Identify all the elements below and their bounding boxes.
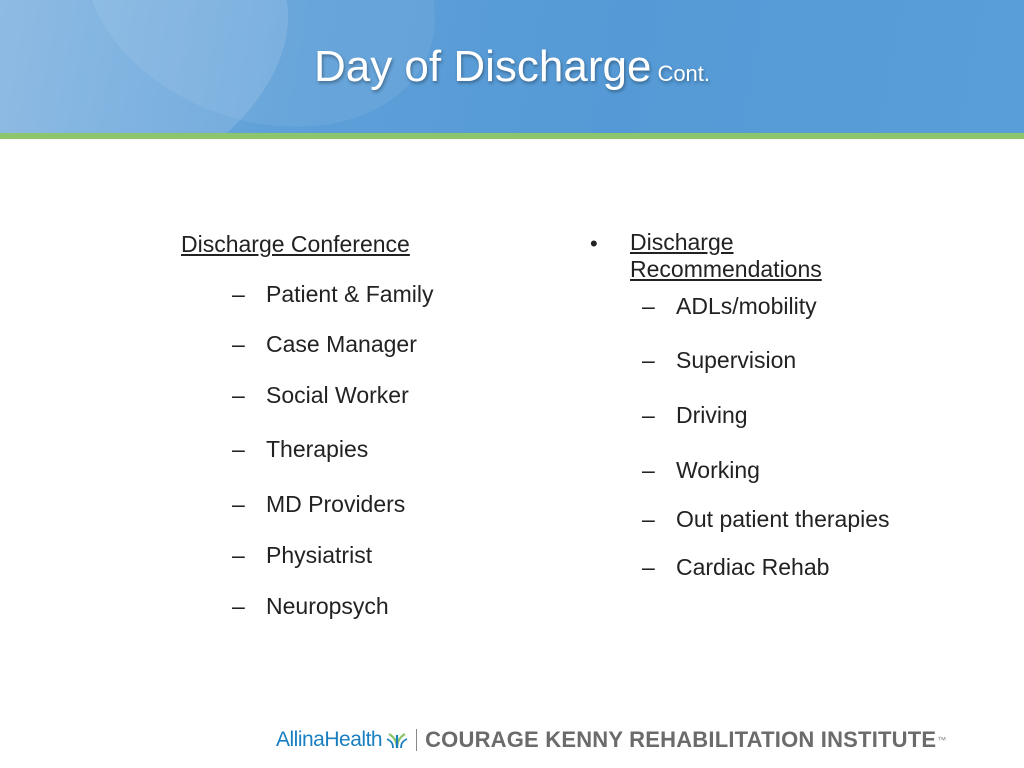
dash-marker: – bbox=[232, 593, 245, 619]
dash-marker: – bbox=[232, 281, 245, 307]
allina-leaf-icon bbox=[386, 731, 408, 749]
list-item-label: Working bbox=[676, 457, 760, 483]
dash-marker: – bbox=[642, 347, 655, 373]
heading-line: Discharge bbox=[630, 229, 734, 255]
list-item-label: Supervision bbox=[676, 347, 797, 373]
list-item-label: ADLs/mobility bbox=[676, 293, 817, 319]
list-item-label: MD Providers bbox=[266, 491, 406, 517]
list-item-label: Cardiac Rehab bbox=[676, 554, 830, 580]
dash-marker: – bbox=[232, 436, 245, 462]
list-item-label: Patient & Family bbox=[266, 281, 434, 307]
discharge-conference-heading: Discharge Conference bbox=[181, 231, 410, 257]
dash-marker: – bbox=[642, 457, 655, 483]
list-item-label: Neuropsych bbox=[266, 593, 389, 619]
list-item bbox=[642, 345, 796, 375]
list-item-label: Physiatrist bbox=[266, 542, 373, 568]
dash-marker: – bbox=[232, 542, 245, 568]
discharge-recommendations-heading bbox=[630, 229, 822, 283]
list-item-label: Social Worker bbox=[266, 382, 409, 408]
list-item-label: Driving bbox=[676, 402, 748, 428]
slide-title-text: Day of Discharge bbox=[313, 42, 652, 91]
brand-allina: Allina bbox=[276, 728, 325, 751]
list-item bbox=[232, 329, 417, 359]
dash-marker: – bbox=[642, 293, 655, 319]
brand-health: Health bbox=[324, 728, 383, 751]
heading-line: Recommendations bbox=[630, 256, 822, 282]
footer-logo bbox=[276, 724, 946, 756]
trademark-symbol: ™ bbox=[937, 735, 947, 745]
list-item bbox=[232, 380, 409, 410]
dash-marker: – bbox=[642, 506, 655, 532]
list-item bbox=[232, 489, 405, 519]
bullet-icon: • bbox=[590, 231, 598, 256]
dash-marker: – bbox=[232, 331, 245, 357]
list-item-label: Case Manager bbox=[266, 331, 417, 357]
dash-marker: – bbox=[642, 554, 655, 580]
list-item bbox=[642, 400, 748, 430]
list-item bbox=[642, 552, 829, 582]
logo-separator bbox=[416, 729, 417, 751]
slide-title-suffix: Cont. bbox=[657, 61, 711, 86]
list-item-label: Out patient therapies bbox=[676, 506, 890, 532]
list-item bbox=[642, 455, 760, 485]
list-item bbox=[232, 540, 372, 570]
list-item bbox=[232, 279, 433, 309]
dash-marker: – bbox=[232, 382, 245, 408]
list-item bbox=[642, 291, 817, 321]
allina-health-wordmark bbox=[276, 728, 382, 752]
slide-title bbox=[0, 40, 1024, 101]
list-item-label: Therapies bbox=[266, 436, 369, 462]
list-item bbox=[232, 591, 389, 621]
list-item bbox=[232, 434, 368, 464]
dash-marker: – bbox=[232, 491, 245, 517]
list-item bbox=[642, 504, 890, 534]
courage-kenny-wordmark: COURAGE KENNY REHABILITATION INSTITUTE bbox=[425, 727, 937, 752]
dash-marker: – bbox=[642, 402, 655, 428]
accent-divider bbox=[0, 133, 1024, 139]
